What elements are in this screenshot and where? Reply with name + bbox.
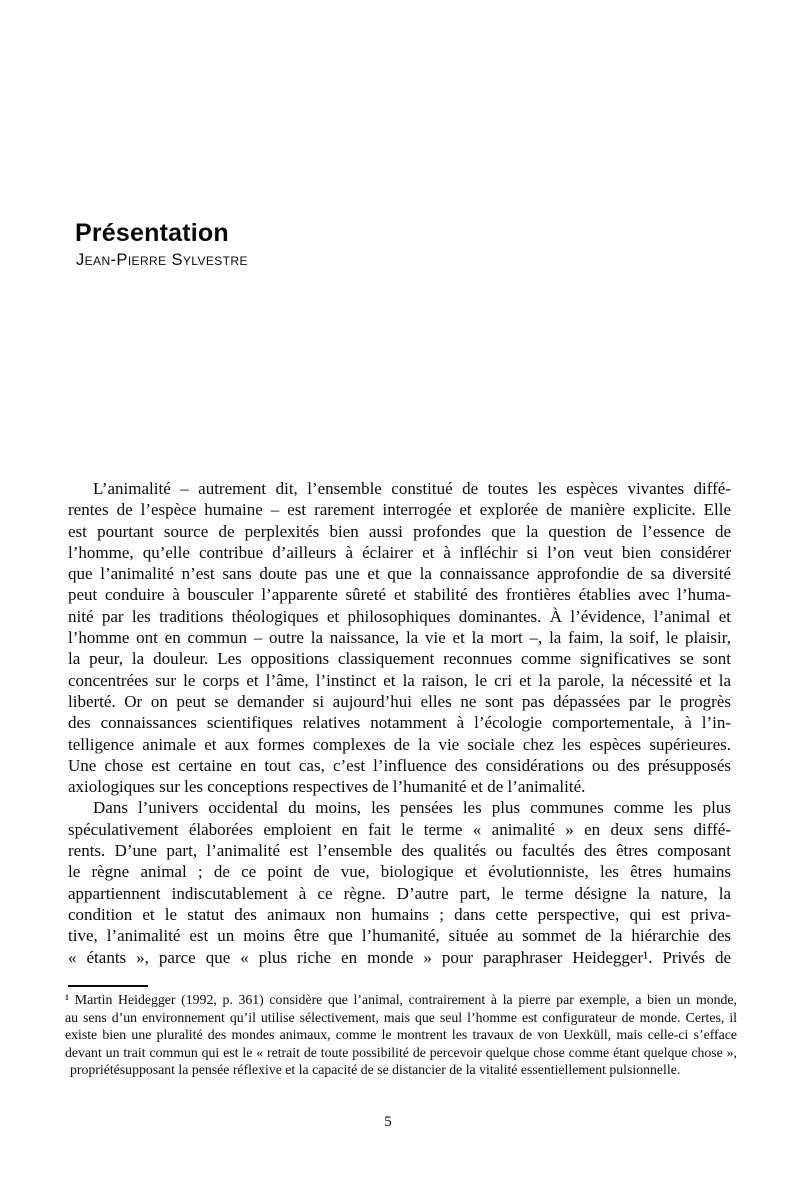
page-title: Présentation [75,218,229,247]
body-text-line: des connaissances scientifiques relatives notamment à l’écologie comportementale, à l’in- [68,713,731,733]
body-text [68,478,731,968]
body-text-line: concentrées sur le corps et l’âme, l’instinct et la raison, le cri et la parole, la nécessité et la [68,670,731,690]
body-text-line: Dans l’univers occidental du moins, les pensées les plus communes comme les plus [93,798,731,818]
body-text-line: spéculativement élaborées emploient en fait le terme « animalité » en deux sens diffé- [68,819,731,839]
body-text-line: rentes de l’espèce humaine – est rarement interrogée et explorée de manière explicite. Elle [68,500,731,520]
footnote-line: propriétésupposant la pensée réflexive et la capacité de se distancier de la vitalité essentiellement pulsionnelle. [70,1062,681,1077]
body-text-line: nité par les traditions théologiques et philosophiques dominantes. À l’évidence, l’animal et [68,606,731,626]
body-text-line: appartiennent indiscutablement à ce règne. D’autre part, le terme désigne la nature, la [68,883,731,903]
body-text-line: la peur, la douleur. Les oppositions classiquement reconnues comme significatives se sont [68,649,731,669]
body-text-line: L’animalité – autrement dit, l’ensemble constitué de toutes les espèces vivantes diffé- [93,479,731,498]
body-text-line: l’homme, qu’elle contribue d’ailleurs à éclairer et à infléchir si l’on veut bien considérer [68,542,731,562]
body-text-line: Une chose est certaine en tout cas, c’est l’influence des considérations ou des présupposés [68,755,731,775]
body-text-line: rents. D’une part, l’animalité est l’ensemble des qualités ou facultés des êtres composant [68,841,731,861]
footnote-separator [68,985,148,987]
paragraph [68,478,731,797]
author-name: Jean-Pierre Sylvestre [76,251,248,269]
body-text-line: condition et le statut des animaux non humains ; dans cette perspective, qui est priva- [68,904,731,924]
body-text-line: le règne animal ; de ce point de vue, biologique et évolutionniste, les êtres humains [68,862,731,882]
body-text-line: est pourtant source de perplexités bien aussi profondes que la question de l’essence de [68,521,731,541]
body-text-line: tive, l’animalité est un moins être que l’humanité, située au sommet de la hiérarchie des [68,926,731,946]
body-text-line: telligence animale et aux formes complexes de la vie sociale chez les espèces supérieures. [68,734,731,754]
footnote-line: au sens d’un environnement qu’il utilise sélectivement, mais que seul l’homme est configurateur de monde. Certes, il [65,1009,737,1025]
footnote-line: devant un trait commun qui est le « retrait de toute possibilité de percevoir quelque chose comme étant quelque chose », [65,1044,737,1060]
paragraph [68,797,731,967]
body-text-line: liberté. Or on peut se demander si aujourd’hui elles ne sont pas dépassées par le progrès [68,691,731,711]
footnote-line: ¹ Martin Heidegger (1992, p. 361) considère que l’animal, contrairement à la pierre par exemple, a bien un monde, [65,992,737,1007]
body-text-line: que l’animalité n’est sans doute pas une et que la connaissance approfondie de sa diversité [68,564,731,584]
footnote [65,991,737,1079]
body-text-line: peut conduire à bousculer l’apparente sûreté et stabilité des frontières établies avec l’huma- [68,585,731,605]
footnote-line: existe bien une pluralité des mondes animaux, comme le montrent les travaux de von Uexküll, mais celle-ci s’efface [65,1027,737,1042]
body-text-line: « étants », parce que « plus riche en monde » pour paraphraser Heidegger¹. Privés de [68,947,731,967]
body-text-line: axiologiques sur les conceptions respectives de l’humanité et de l’animalité. [68,777,586,797]
page-number: 5 [384,1114,392,1130]
body-text-line: l’homme ont en commun – outre la naissance, la vie et la mort –, la faim, la soif, le plaisir, [68,628,731,648]
